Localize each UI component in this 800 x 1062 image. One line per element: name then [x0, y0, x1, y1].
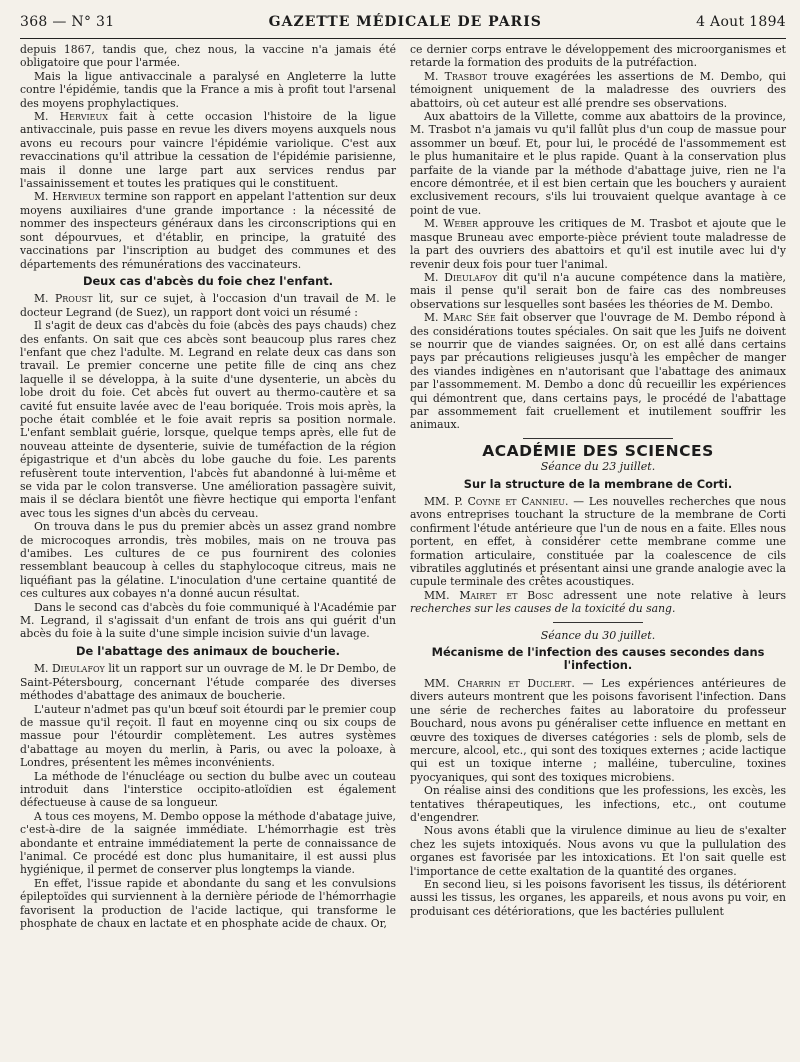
paragraph: Nous avons établi que la virulence diminue au lieu de s'exalter chez les sujets intoxiqués. Nous avons vu que la pullulation des organes est favorisée par les intoxications. Et l'on sait quelle est l'importance de cette exaltation de la quantité des organes. — [410, 824, 786, 878]
section-heading: Mécanisme de l'infection des causes secondes dans l'infection. — [431, 645, 765, 673]
speaker-name: M. Dieulafoy — [34, 662, 105, 676]
paragraph: MM. Charrin et Duclert. — Les expériences antérieures de divers auteurs montrent que les poisons favorisent l'infection. Dans une série de recherches faites au laboratoire du professeur Bouchard, nous avons pu généraliser cette influence en mettant en œuvre des toxiques de diverses catégories : sels de plomb, sels de mercure, alcool, etc., qui sont des toxiques externes ; acide lactique qui est un toxique interne ; malléine, tuberculine, toxines pyocyaniques, qui sont des toxiques microbiens. — [410, 676, 786, 784]
issue-date: 4 Aout 1894 — [696, 14, 786, 30]
paragraph: On trouva dans le pus du premier abcès un assez grand nombre de microcoques arrondis, très mobiles, mais on ne trouva pas d'amibes. Les cultures de ce pus fournirent des colonies ressemblant beaucoup à celles du staphylocoque citreus, mais ne liquéfiant pas la gélatine. L'inoculation d'une certaine quantité de ces cultures aux cobayes n'a donné aucun résultat. — [20, 520, 396, 601]
speaker-name: MM. Charrin et Duclert. — [424, 676, 575, 690]
divider — [523, 438, 673, 439]
speaker-name: MM. P. Coyne et Cannieu. — [424, 495, 569, 508]
article-columns — [20, 43, 786, 930]
paragraph: depuis 1867, tandis que, chez nous, la vaccine n'a jamais été obligatoire que pour l'armée. — [20, 43, 396, 70]
paragraph: M. Dieulafoy lit un rapport sur un ouvrage de M. le Dr Dembo, de Saint-Pétersbourg, concernant l'étude comparée des diverses méthodes d'abattage des animaux de boucherie. — [20, 662, 396, 703]
paragraph: La méthode de l'énucléage ou section du bulbe avec un couteau introduit dans l'interstice occipito-atloïdien est également défectueuse à cause de sa longueur. — [20, 769, 396, 810]
paragraph: Il s'agit de deux cas d'abcès du foie (abcès des pays chauds) chez des enfants. On sait que ces abcès sont beaucoup plus rares chez l'enfant que chez l'adulte. M. Legrand en relate deux cas dans son travail. Le premier concerne une petite fille de cinq ans chez laquelle il se développa, à la suite d'une dysenterie, un abcès du lobe droit du foie. Cet abcès fut ouvert au thermo-cautère et sa cavité fut ensuite lavée avec de l'eau boriquée. Trois mois après, la poche était comblée et le foie avait repris sa position normale. L'enfant semblait guérie, lorsque, quelque temps après, elle fut de nouveau atteinte de dysenterie, suivie de tuméfaction de la région épigastrique et d'un abcès du lobe gauche du foie. Les parents refusèrent toute intervention, l'abcès fut abandonné à lui-même et se vida par le colon transverse. Une amélioration passagère suivit, mais il se déclara bientôt une fièvre hectique qui emporta l'enfant avec tous les signes d'un abcès du cerveau. — [20, 319, 396, 520]
section-heading: Deux cas d'abcès du foie chez l'enfant. — [82, 273, 334, 288]
speaker-name: MM. Mairet et Bosc — [424, 588, 554, 602]
speaker-name: M. Marc Sée — [424, 311, 496, 325]
paragraph: On réalise ainsi des conditions que les professions, les excès, les tentatives thérapeutiques, les infections, etc., ont coutume d'engendrer. — [410, 784, 786, 824]
paragraph: ce dernier corps entrave le développement des microorganismes et retarde la formation des produits de la putréfaction. — [410, 43, 786, 70]
section-heading: De l'abattage des animaux de boucherie. — [76, 643, 340, 658]
paragraph: M. Hervieux termine son rapport en appelant l'attention sur deux moyens auxiliaires d'une grande importance : la nécessité de nommer des inspecteurs généraux dans les circonscriptions qui en sont dépourvues, et d'établir, en principe, la gratuité des vaccinations par l'inscription au budget des communes et des départements des rémunérations des vaccinateurs. — [20, 190, 396, 271]
speaker-name: M. Trasbot — [424, 69, 488, 83]
paragraph: M. Proust lit, sur ce sujet, à l'occasion d'un travail de M. le docteur Legrand (de Suez), un rapport dont voici un résumé : — [20, 292, 396, 319]
paragraph: MM. P. Coyne et Cannieu. — Les nouvelles recherches que nous avons entreprises touchant la structure de la membrane de Corti confirment l'étude antérieure que l'un de nous en a faite. Elles nous portent, en effet, à considérer cette membrane comme une formation articulaire, constituée par la coalescence de cils vibratiles agglutinés et présentant ainsi une grande analogie avec la cupule terminale des crêtes acoustiques. — [410, 495, 786, 589]
paragraph: A tous ces moyens, M. Dembo oppose la méthode d'abatage juive, c'est-à-dire de la saignée immédiate. L'hémorrhagie est très abondante et entraine immédiatement la perte de connaissance de l'animal. Ce procédé est donc plus humanitaire, il est aussi plus hygiénique, il permet de conserver plus longtemps la viande. — [20, 809, 396, 877]
paragraph: L'auteur n'admet pas qu'un bœuf soit étourdi par le premier coup de massue qu'il reçoit. Il faut en moyenne cinq ou six coups de massue pour l'étourdir complètement. Les autres systèmes d'abattage au moyen du merlin, à Paris, ou avec la poloaxe, à Londres, présentent les mêmes inconvénients. — [20, 702, 396, 770]
paragraph: En effet, l'issue rapide et abondante du sang et les convulsions épileptoïdes qui surviennent à la dernière période de l'hémorrhagie favorisent la production de l'acide lactique, qui transforme le phosphate de chaux en lactate et en phosphate acide de chaux. Or, — [20, 876, 396, 930]
speaker-name: M. Proust — [34, 292, 93, 306]
paragraph: M. Trasbot trouve exagérées les assertions de M. Dembo, qui témoignent uniquement de la maladresse des ouvriers des abattoirs, où cet auteur est allé prendre ses observations. — [410, 69, 786, 110]
session-date: Séance du 23 juillet. — [540, 460, 656, 474]
right-column — [410, 43, 786, 930]
paragraph: MM. Mairet et Bosc adressent une note relative à leurs recherches sur les causes de la toxicité du sang. — [410, 588, 786, 616]
speaker-name: M. Hervieux — [34, 190, 101, 204]
paragraph: M. Hervieux fait à cette occasion l'histoire de la ligue antivaccinale, puis passe en revue les divers moyens auxquels nous avons eu recours pour vaincre l'épidémie variolique. C'est aux revaccinations qu'il attribue la cessation de l'épidémie parisienne, mais il donne une large part aux services rendus par l'assainissement et toutes les pratiques qui le constituent. — [20, 110, 396, 191]
left-column — [20, 43, 396, 930]
paragraph: M. Marc Sée fait observer que l'ouvrage de M. Dembo répond à des considérations toutes spéciales. On sait que les Juifs ne doivent se nourrir que de viandes saignées. Or, on est allé dans certains pays par précautions religieuses jusqu'à les empêcher de manger des viandes indigènes en n'autorisant que l'abattage des animaux par l'assommement. M. Dembo a donc dû recueillir les expériences qui démontrent que, dans certains pays, le procédé de l'abattage par assommement fait cruellement et inutilement souffrir les animaux. — [410, 311, 786, 432]
page-header — [20, 14, 786, 39]
paragraph: En second lieu, si les poisons favorisent les tissus, ils détériorent aussi les tissus, les organes, les appareils, et nous avons pu voir, en produisant ces détériorations, que les bactéries pullulent — [410, 877, 786, 918]
speaker-name: M. Weber — [424, 217, 478, 231]
page-number: 368 — N° 31 — [20, 14, 115, 30]
divider — [553, 622, 643, 623]
session-date: Séance du 30 juillet. — [540, 628, 656, 642]
paragraph: M. Weber approuve les critiques de M. Trasbot et ajoute que le masque Bruneau avec emporte-pièce prévient toute maladresse de la part des ouvriers des abattoirs et qu'il est inutile avec lui d'y revenir deux fois pour tuer l'animal. — [410, 217, 786, 271]
speaker-name: M. Dieulafoy — [424, 270, 498, 284]
paragraph: M. Dieulafoy dit qu'il n'a aucune compétence dans la matière, mais il pense qu'il serait bon de faire cas des nombreuses observations sur lesquelles sont basées les théories de M. Dembo. — [410, 270, 786, 311]
academy-heading: ACADÉMIE DES SCIENCES — [482, 441, 714, 460]
paragraph: Dans le second cas d'abcès du foie communiqué à l'Académie par M. Legrand, il s'agissait d'un enfant de trois ans qui guérit d'un abcès du foie à la suite d'une simple incision suivie d'un lavage. — [20, 600, 396, 641]
section-heading: Sur la structure de la membrane de Corti. — [463, 476, 733, 491]
paragraph: Aux abattoirs de la Villette, comme aux abattoirs de la province, M. Trasbot n'a jamais vu qu'il fallût plus d'un coup de massue pour assommer un bœuf. Et, pour lui, le procédé de l'assommement est le plus humanitaire et le plus rapide. Quant à la conservation plus parfaite de la viande par la méthode d'abattage juive, rien ne l'a encore démontrée, et il est bien certain que les bouchers y auraient exclusivement recours, s'ils lui trouvaient quelque avantage à ce point de vue. — [410, 110, 786, 217]
journal-title: GAZETTE MÉDICALE DE PARIS — [268, 14, 542, 30]
speaker-name: M. Hervieux — [34, 110, 108, 124]
paragraph: Mais la ligue antivaccinale a paralysé en Angleterre la lutte contre l'épidémie, tandis que la France a mis à profit tout l'arsenal des moyens prophylactiques. — [20, 69, 396, 110]
